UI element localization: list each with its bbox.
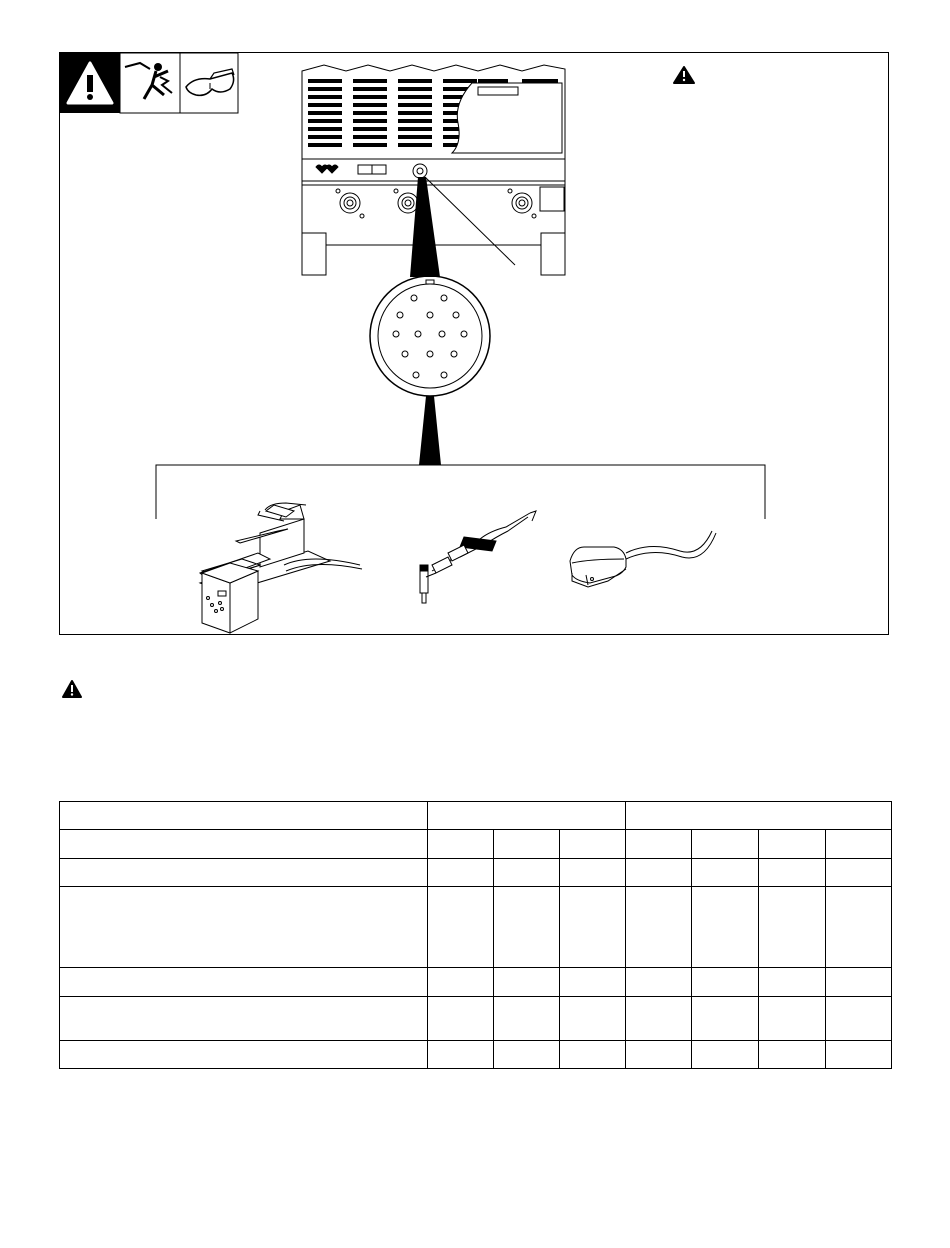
table-cell xyxy=(60,887,428,968)
table-cell xyxy=(626,802,892,830)
table-cell xyxy=(626,997,692,1041)
table-cell xyxy=(428,1041,494,1069)
table-cell xyxy=(692,830,759,859)
table-row xyxy=(60,830,892,859)
table-cell xyxy=(560,830,626,859)
warning-icon xyxy=(61,679,83,699)
table-cell xyxy=(692,887,759,968)
table-cell xyxy=(759,830,826,859)
table-cell xyxy=(494,1041,560,1069)
table-cell xyxy=(626,859,692,887)
table-cell xyxy=(60,1041,428,1069)
safety-symbols xyxy=(60,53,238,113)
table-cell xyxy=(826,830,892,859)
table-row xyxy=(60,859,892,887)
table-cell xyxy=(759,997,826,1041)
table-row xyxy=(60,968,892,997)
socket-pins xyxy=(393,295,467,378)
table-cell xyxy=(826,859,892,887)
table-cell xyxy=(428,802,626,830)
table-cell xyxy=(428,830,494,859)
table-cell xyxy=(759,1041,826,1069)
table-cell xyxy=(826,887,892,968)
table-cell xyxy=(494,859,560,887)
table-cell xyxy=(494,887,560,968)
table-cell xyxy=(560,997,626,1041)
remote-connection-figure xyxy=(59,52,889,635)
table-cell xyxy=(560,859,626,887)
table-cell xyxy=(494,997,560,1041)
table-cell xyxy=(692,859,759,887)
specification-table xyxy=(59,801,892,1069)
figure-warning-icon xyxy=(674,67,694,83)
table-cell xyxy=(60,802,428,830)
table-cell xyxy=(826,1041,892,1069)
table-cell xyxy=(692,968,759,997)
foot-pedal-accessory xyxy=(570,531,716,587)
table-cell xyxy=(60,859,428,887)
magnifier-beam-bottom xyxy=(419,396,441,465)
table-cell xyxy=(60,968,428,997)
table-cell xyxy=(560,1041,626,1069)
table-cell xyxy=(428,887,494,968)
table-cell xyxy=(692,997,759,1041)
figure-drawing xyxy=(60,53,890,636)
table-row xyxy=(60,1041,892,1069)
table-cell xyxy=(759,859,826,887)
table-cell xyxy=(826,997,892,1041)
torch-accessory xyxy=(420,511,536,603)
table-cell xyxy=(428,859,494,887)
table-cell xyxy=(626,968,692,997)
accessory-bracket xyxy=(156,465,765,519)
table-cell xyxy=(826,968,892,997)
table-cell xyxy=(60,997,428,1041)
table-header-row xyxy=(60,802,892,830)
table-cell xyxy=(692,1041,759,1069)
table-cell xyxy=(560,887,626,968)
shock-symbol-panel xyxy=(120,53,180,113)
table-cell xyxy=(759,968,826,997)
table-cell xyxy=(626,830,692,859)
table-cell xyxy=(60,830,428,859)
hand-control-accessory xyxy=(200,503,362,633)
table-cell xyxy=(759,887,826,968)
table-cell xyxy=(626,1041,692,1069)
table-cell xyxy=(494,830,560,859)
table-cell xyxy=(428,968,494,997)
table-row xyxy=(60,997,892,1041)
table-cell xyxy=(494,968,560,997)
table-row xyxy=(60,887,892,968)
enlarged-socket-14-pin xyxy=(370,276,490,396)
table-cell xyxy=(560,968,626,997)
table-cell xyxy=(626,887,692,968)
table-cell xyxy=(428,997,494,1041)
